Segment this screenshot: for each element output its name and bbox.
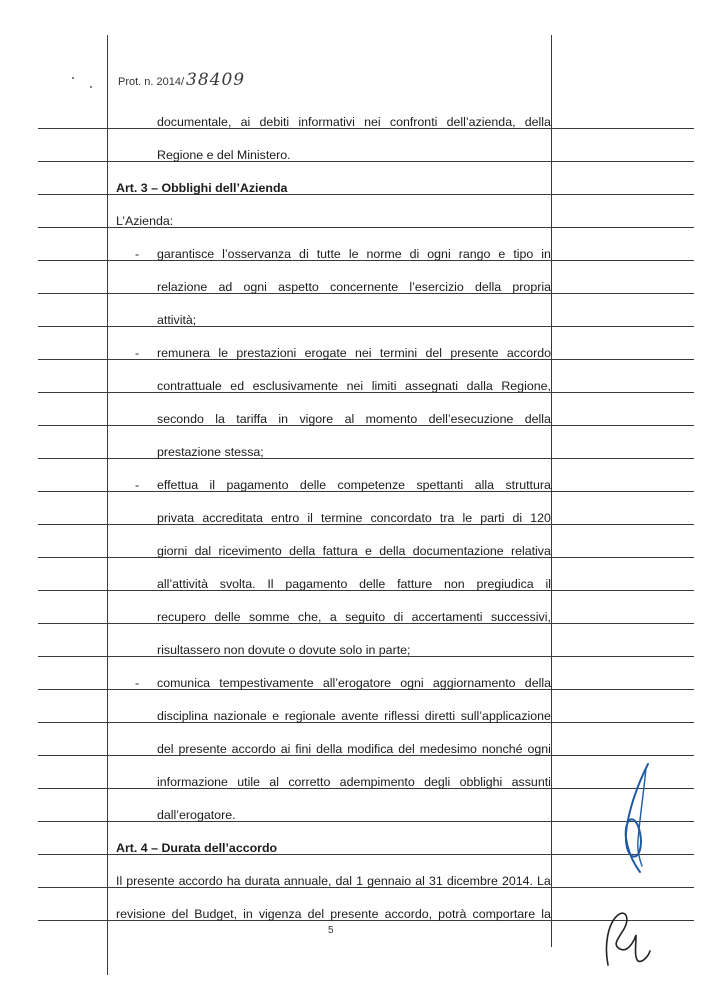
word: le (462, 511, 473, 525)
word: giorni (157, 544, 188, 558)
text-line (157, 313, 551, 327)
word: dell’azienda, (446, 115, 516, 129)
word: informazione (157, 775, 228, 789)
word: aggiornamento (432, 676, 516, 690)
word: Il (116, 874, 123, 888)
word: entro (271, 511, 300, 525)
list-bullet: - (135, 346, 140, 360)
word: che, (297, 610, 322, 624)
word: al (415, 874, 425, 888)
word: della (524, 412, 551, 426)
word: medesimo (419, 742, 477, 756)
list-bullet: - (135, 478, 140, 492)
word: ogni (243, 280, 267, 294)
word: remunera (157, 346, 211, 360)
text-line (157, 577, 551, 591)
word: dell’esecuzione (428, 412, 514, 426)
text-line (157, 445, 551, 459)
word: ai (280, 742, 291, 756)
word: presente (450, 346, 499, 360)
word: di (512, 511, 523, 525)
word: relazione (157, 280, 208, 294)
word: disciplina (157, 709, 208, 723)
text-line (157, 280, 551, 294)
word: contrattuale (157, 379, 222, 393)
word: e (498, 247, 506, 261)
word: effettua (157, 478, 199, 492)
word: 31 (429, 874, 443, 888)
stray-mark (90, 86, 92, 88)
word: vigore (299, 412, 334, 426)
word: debiti (259, 115, 290, 129)
word: dall’erogatore. (157, 808, 236, 822)
word: in (243, 907, 253, 921)
word: accordo, (384, 907, 433, 921)
word: risultassero non dovute o dovute solo in parte; (157, 643, 411, 657)
word: la (215, 412, 225, 426)
word: a (329, 610, 337, 624)
word: garantisce (157, 247, 215, 261)
word: pagamento (226, 478, 289, 492)
text-line (157, 511, 551, 525)
word: L’Azienda: (116, 214, 174, 228)
word: norme (366, 247, 402, 261)
word: tempestivamente (219, 676, 314, 690)
word: ai (240, 115, 251, 129)
word: erogate (304, 346, 347, 360)
word: annuale, (283, 874, 332, 888)
word: informativi (298, 115, 355, 129)
word: privata (157, 511, 195, 525)
word: sull’applicazione (460, 709, 551, 723)
word: regionale (284, 709, 336, 723)
word: alla (474, 478, 495, 492)
word: ogni (527, 742, 551, 756)
word: presente (330, 907, 379, 921)
word: del (307, 907, 325, 921)
word: al (344, 412, 355, 426)
protocol-number-handwritten: 38409 (186, 70, 246, 90)
word: nei (346, 379, 364, 393)
word: diretti (424, 709, 456, 723)
text-line (157, 247, 551, 261)
protocol-header (118, 70, 245, 90)
section-heading-art-4 (116, 841, 551, 855)
word: utile (237, 775, 261, 789)
word: svolta. (219, 577, 256, 591)
word: tipo (513, 247, 534, 261)
list-bullet: - (135, 676, 140, 690)
word: della (524, 115, 551, 129)
word: tariffa (236, 412, 268, 426)
word: concordato (370, 511, 432, 525)
word: revisione (116, 907, 166, 921)
word: del (171, 907, 189, 921)
word: nei (364, 115, 381, 129)
word: nonché (481, 742, 523, 756)
word: pagamento (285, 577, 348, 591)
word: documentazione (412, 544, 504, 558)
text-line (157, 610, 551, 624)
word: tra (439, 511, 455, 525)
word: seguito (345, 610, 386, 624)
black-initial (598, 905, 658, 975)
word: durata (244, 874, 280, 888)
word: rango (458, 247, 491, 261)
word: Art. 3 – Obblighi dell’Azienda (116, 181, 288, 195)
word: della (475, 280, 502, 294)
word: accreditata (202, 511, 263, 525)
word: attività; (157, 313, 197, 327)
word: documentale, (157, 115, 232, 129)
protocol-prefix: Prot. n. 2014/ (118, 76, 185, 88)
word: riflessi (384, 709, 420, 723)
word: la (541, 907, 551, 921)
word: dalla (466, 379, 493, 393)
word: il (545, 577, 551, 591)
text-line (157, 643, 551, 657)
word: le (348, 247, 359, 261)
word: fatture (397, 577, 433, 591)
word: l’esercizio (409, 280, 464, 294)
word: fini (295, 742, 312, 756)
word: di (393, 610, 404, 624)
text-line (157, 346, 551, 360)
word: dal (194, 544, 212, 558)
word: al (269, 775, 279, 789)
word: ogni (400, 676, 424, 690)
word: spettanti (416, 478, 464, 492)
word: Regione, (501, 379, 551, 393)
word: all’attività (157, 577, 208, 591)
word: del (157, 742, 174, 756)
word: all’erogatore (322, 676, 392, 690)
word: Art. 4 – Durata dell’accordo (116, 841, 278, 855)
text-line (157, 412, 551, 426)
word: ed (230, 379, 245, 393)
word: La (537, 874, 551, 888)
word: di (299, 247, 309, 261)
word: struttura (505, 478, 551, 492)
blue-signature (610, 760, 660, 880)
word: Il (267, 577, 274, 591)
word: avente (341, 709, 379, 723)
word: accertamenti (411, 610, 483, 624)
word: ricevimento (218, 544, 282, 558)
word: Budget, (194, 907, 238, 921)
text-line (116, 214, 551, 228)
stray-mark (72, 77, 74, 79)
word: competenze (337, 478, 406, 492)
text-line (157, 478, 551, 492)
word: della (524, 676, 551, 690)
word: prestazioni (236, 346, 297, 360)
word: secondo (157, 412, 204, 426)
word: pregiudica (476, 577, 534, 591)
word: comportare (472, 907, 536, 921)
word: nazionale (213, 709, 267, 723)
word: assunti (511, 775, 551, 789)
word: 2014. (501, 874, 533, 888)
word: della (379, 544, 406, 558)
list-bullet: - (135, 247, 140, 261)
word: prestazione stessa; (157, 445, 264, 459)
word: confronti (389, 115, 438, 129)
word: vigenza (258, 907, 302, 921)
word: della (289, 544, 316, 558)
word: Regione e del Ministero. (157, 148, 291, 162)
word: concernente (330, 280, 399, 294)
word: comunica (157, 676, 211, 690)
word: presente (178, 742, 227, 756)
word: somme (248, 610, 290, 624)
word: gennaio (367, 874, 412, 888)
word: 1 (356, 874, 364, 888)
word: accordo (231, 742, 276, 756)
word: momento (365, 412, 418, 426)
word: il (307, 511, 313, 525)
left-margin-rule (107, 35, 108, 975)
word: della (316, 742, 343, 756)
text-line (116, 874, 551, 888)
word: recupero (157, 610, 206, 624)
word: obblighi (459, 775, 503, 789)
text-line (157, 544, 551, 558)
word: delle (214, 610, 241, 624)
word: il (209, 478, 216, 492)
text-line (116, 907, 551, 921)
word: aspetto (278, 280, 319, 294)
word: modifica (347, 742, 394, 756)
section-heading-art-3 (116, 181, 551, 195)
word: dicembre (446, 874, 498, 888)
word: successivi, (490, 610, 551, 624)
word: esclusivamente (252, 379, 339, 393)
word: limiti (371, 379, 397, 393)
word: 120 (530, 511, 551, 525)
word: e (365, 544, 372, 558)
word: accordo (506, 346, 551, 360)
word: tutte (316, 247, 341, 261)
word: l’osservanza (222, 247, 292, 261)
word: parti (480, 511, 505, 525)
word: e (272, 709, 280, 723)
text-line (157, 148, 551, 162)
text-line (157, 808, 551, 822)
word: le (218, 346, 229, 360)
word: ad (218, 280, 233, 294)
text-line (157, 115, 551, 129)
word: nei (355, 346, 372, 360)
word: assegnati (405, 379, 459, 393)
word: relativa (510, 544, 551, 558)
word: dal (335, 874, 353, 888)
word: in (278, 412, 289, 426)
word: degli (424, 775, 451, 789)
word: del (425, 346, 442, 360)
word: delle (359, 577, 386, 591)
text-line (157, 709, 551, 723)
word: termine (321, 511, 363, 525)
word: propria (512, 280, 551, 294)
word: corretto (288, 775, 331, 789)
word: delle (299, 478, 327, 492)
word: in (541, 247, 551, 261)
text-line (157, 775, 551, 789)
word: fattura (322, 544, 358, 558)
word: potrà (438, 907, 467, 921)
word: accordo (178, 874, 223, 888)
page-number: 5 (328, 925, 334, 936)
text-line (157, 676, 551, 690)
word: ha (226, 874, 241, 888)
word: del (398, 742, 415, 756)
word: termini (379, 346, 418, 360)
word: ogni (427, 247, 451, 261)
word: non (444, 577, 465, 591)
word: presente (126, 874, 175, 888)
word: di (409, 247, 420, 261)
text-line (157, 379, 551, 393)
word: adempimento (339, 775, 415, 789)
text-line (157, 742, 551, 756)
